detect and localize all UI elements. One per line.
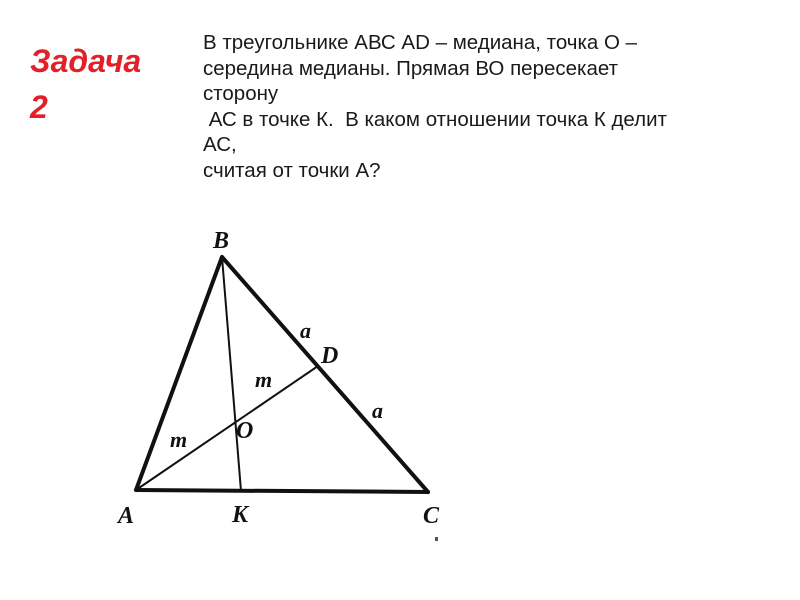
label-k: K: [232, 502, 249, 528]
problem-line: В треугольнике АВС АD – медиана, точка О –: [203, 31, 638, 54]
label-d: D: [321, 343, 339, 369]
label-od-m: m: [255, 367, 273, 392]
side-ac: [136, 490, 428, 492]
problem-line: сторону: [203, 82, 279, 105]
side-bc: [222, 257, 428, 492]
problem-line: АС в точке К. В каком отношении точка К делит: [203, 107, 667, 131]
problem-line: считая от точки А?: [203, 158, 381, 182]
label-c: C: [423, 503, 440, 529]
scan-mark: [435, 537, 438, 541]
label-b: B: [213, 228, 230, 254]
task-title-number: 2: [30, 89, 48, 125]
label-dc-a: a: [372, 398, 383, 423]
task-title-word: Задача: [30, 43, 142, 79]
problem-line: АС,: [203, 133, 237, 156]
label-ao-m: m: [170, 427, 188, 452]
label-o: O: [236, 418, 254, 444]
median-ad: [136, 366, 318, 490]
problem-line: середина медианы. Прямая ВО пересекает: [203, 56, 618, 80]
line-bk: [222, 257, 241, 491]
side-ab: [136, 257, 222, 490]
label-bd-a: a: [300, 318, 311, 343]
label-a: A: [118, 503, 135, 529]
